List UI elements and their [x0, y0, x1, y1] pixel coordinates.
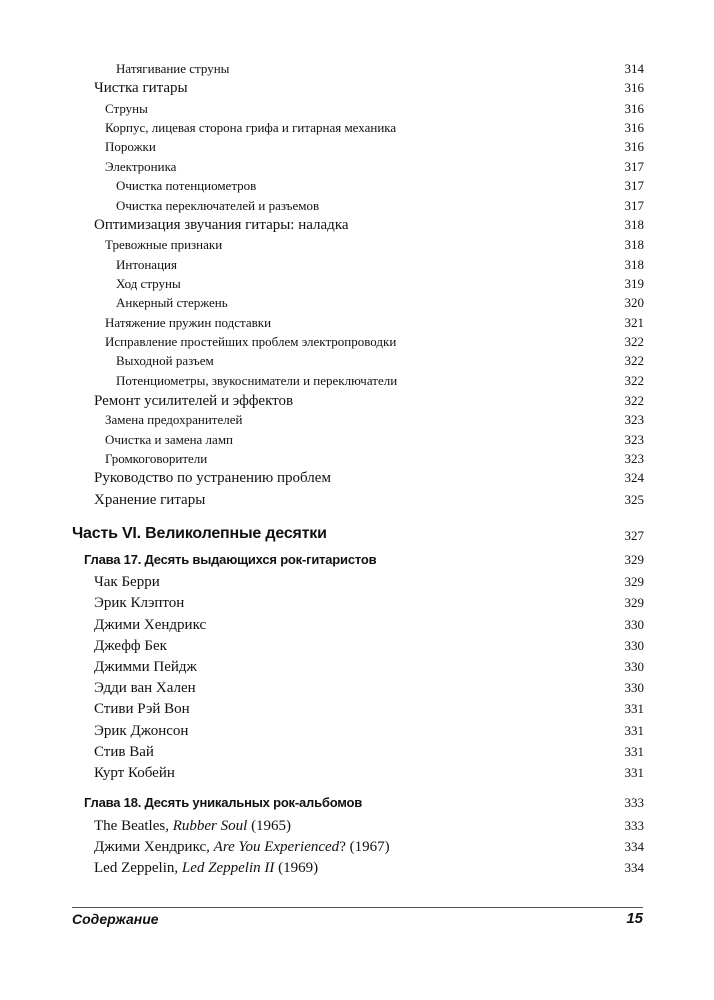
toc-entry-title: Замена предохранителей	[105, 412, 243, 427]
toc-entry	[0, 178, 714, 198]
toc-entry	[0, 432, 714, 452]
chapter-title: Глава 17. Десять выдающихся рок-гитаристов	[84, 552, 377, 567]
toc-entry	[0, 295, 714, 315]
toc-entry-title: Руководство по устранению проблем	[94, 470, 331, 486]
toc-entry-page: 317	[624, 178, 644, 193]
toc-entry-page: 322	[624, 373, 644, 388]
toc-entry	[0, 353, 714, 373]
toc-entry-title: Корпус, лицевая сторона грифа и гитарная механика	[105, 120, 397, 135]
toc-entry-title: Натягивание струны	[116, 61, 230, 76]
running-footer-title: Содержание	[72, 911, 159, 927]
toc-entry	[0, 744, 714, 764]
toc-entry-title: Очистка потенциометров	[116, 178, 257, 193]
toc-entry-title: Струны	[105, 101, 148, 116]
toc-entry-title: Джими Хендрикс, Are You Experienced? (1967)	[94, 839, 390, 855]
toc-entry-page: 325	[624, 492, 644, 507]
toc-entry-title: Очистка и замена ламп	[105, 432, 234, 447]
toc-entry-page: 330	[624, 617, 644, 632]
toc-entry-page: 323	[624, 451, 644, 466]
part-title: Часть VI. Великолепные десятки	[72, 525, 327, 542]
toc-entry-page: 331	[624, 723, 644, 738]
toc-entry-page: 329	[624, 595, 644, 610]
page-number: 15	[626, 910, 643, 927]
toc-entry-page: 321	[624, 315, 644, 330]
toc-entry-title: Джефф Бек	[94, 638, 167, 654]
toc-entry	[0, 373, 714, 393]
toc-entry	[0, 470, 714, 490]
toc-entry-title: Ремонт усилителей и эффектов	[94, 393, 294, 409]
toc-entry	[0, 638, 714, 658]
album-title: Led Zeppelin II	[181, 860, 275, 876]
toc-entry-page: 331	[624, 765, 644, 780]
toc-entry-page: 324	[624, 470, 644, 485]
toc-entry-title: Ход струны	[116, 276, 181, 291]
toc-entry-title: Выходной разъем	[116, 353, 214, 368]
toc-entry-page: 327	[624, 528, 644, 543]
toc-entry	[0, 159, 714, 179]
toc-entry-page: 331	[624, 701, 644, 716]
toc-entry	[0, 492, 714, 512]
chapter-title: Глава 18. Десять уникальных рок-альбомов	[84, 795, 363, 810]
toc-entry-page: 334	[624, 860, 644, 875]
toc-entry	[0, 765, 714, 785]
toc-entry-title: Чистка гитары	[94, 80, 188, 96]
toc-entry-title: Анкерный стержень	[116, 295, 228, 310]
toc-entry-title: Электроника	[105, 159, 177, 174]
toc-entry	[0, 334, 714, 354]
toc-entry-title: Чак Берри	[94, 574, 160, 590]
album-title: Rubber Soul	[172, 818, 248, 834]
toc-entry-title: Очистка переключателей и разъемов	[116, 198, 320, 213]
toc-entry	[0, 680, 714, 700]
toc-entry	[0, 860, 714, 880]
toc-entry-title: Led Zeppelin, Led Zeppelin II (1969)	[94, 860, 319, 876]
toc-entry	[0, 451, 714, 471]
toc-entry-title: Оптимизация звучания гитары: наладка	[94, 217, 349, 233]
toc-entry-page: 330	[624, 638, 644, 653]
toc-entry-title: Эдди ван Хален	[94, 680, 196, 696]
toc-entry	[0, 574, 714, 594]
toc-entry-page: 330	[624, 680, 644, 695]
toc-entry	[0, 393, 714, 413]
toc-entry-title: Порожки	[105, 139, 156, 154]
toc-entry	[0, 257, 714, 277]
toc-entry-page: 317	[624, 159, 644, 174]
toc-entry	[0, 120, 714, 140]
toc-entry	[0, 412, 714, 432]
toc-entry	[0, 617, 714, 637]
toc-entry	[0, 701, 714, 721]
toc-entry-title: Курт Кобейн	[94, 765, 175, 781]
toc-entry-page: 316	[624, 80, 644, 95]
toc-entry-title: Громкоговорители	[105, 451, 208, 466]
toc-entry	[0, 61, 714, 81]
toc-entry-page: 330	[624, 659, 644, 674]
toc-entry-title: Джимми Пейдж	[94, 659, 197, 675]
toc-entry-page: 316	[624, 101, 644, 116]
toc-entry-page: 331	[624, 744, 644, 759]
toc-entry	[0, 80, 714, 100]
toc-entry-page: 329	[624, 574, 644, 589]
toc-entry-title: Эрик Джонсон	[94, 723, 189, 739]
toc-entry-page: 322	[624, 334, 644, 349]
toc-entry-page: 316	[624, 139, 644, 154]
toc-entry-page: 319	[624, 276, 644, 291]
toc-entry-title: Эрик Клэптон	[94, 595, 185, 611]
toc-entry-page: 320	[624, 295, 644, 310]
toc-entry	[0, 217, 714, 237]
toc-entry-page: 329	[624, 552, 644, 567]
toc-entry-title: Хранение гитары	[94, 492, 206, 508]
toc-entry-page: 318	[624, 237, 644, 252]
toc-entry	[0, 723, 714, 743]
album-title: Are You Experienced	[213, 839, 340, 855]
toc-entry-page: 323	[624, 432, 644, 447]
toc-entry-page: 314	[624, 61, 644, 76]
toc-entry	[0, 315, 714, 335]
toc-entry	[0, 139, 714, 159]
toc-entry-title: Интонация	[116, 257, 177, 272]
toc-entry-page: 323	[624, 412, 644, 427]
toc-entry	[0, 839, 714, 859]
toc-entry-title: Тревожные признаки	[105, 237, 223, 252]
toc-entry-title: Стиви Рэй Вон	[94, 701, 190, 717]
part-heading	[0, 525, 714, 545]
toc-entry-page: 333	[624, 818, 644, 833]
toc-entry-page: 316	[624, 120, 644, 135]
toc-entry	[0, 101, 714, 121]
toc-entry-page: 322	[624, 353, 644, 368]
toc-entry-title: Исправление простейших проблем электропроводки	[105, 334, 397, 349]
toc-entry-title: Потенциометры, звукосниматели и переключатели	[116, 373, 398, 388]
toc-entry	[0, 276, 714, 296]
toc-entry	[0, 237, 714, 257]
toc-entry-page: 318	[624, 257, 644, 272]
toc-entry	[0, 818, 714, 838]
toc-entry-page: 317	[624, 198, 644, 213]
toc-entry-title: The Beatles, Rubber Soul (1965)	[94, 818, 292, 834]
toc-entry-page: 318	[624, 217, 644, 232]
toc-entry	[0, 198, 714, 218]
toc-entry-title: Натяжение пружин подставки	[105, 315, 272, 330]
toc-entry-page: 333	[624, 795, 644, 810]
toc-entry-title: Джими Хендрикс	[94, 617, 207, 633]
chapter-heading	[0, 552, 714, 572]
chapter-heading	[0, 795, 714, 815]
toc-entry-title: Стив Вай	[94, 744, 154, 760]
toc-entry	[0, 595, 714, 615]
toc-entry-page: 322	[624, 393, 644, 408]
toc-entry	[0, 659, 714, 679]
footer-divider	[72, 907, 643, 908]
toc-entry-page: 334	[624, 839, 644, 854]
